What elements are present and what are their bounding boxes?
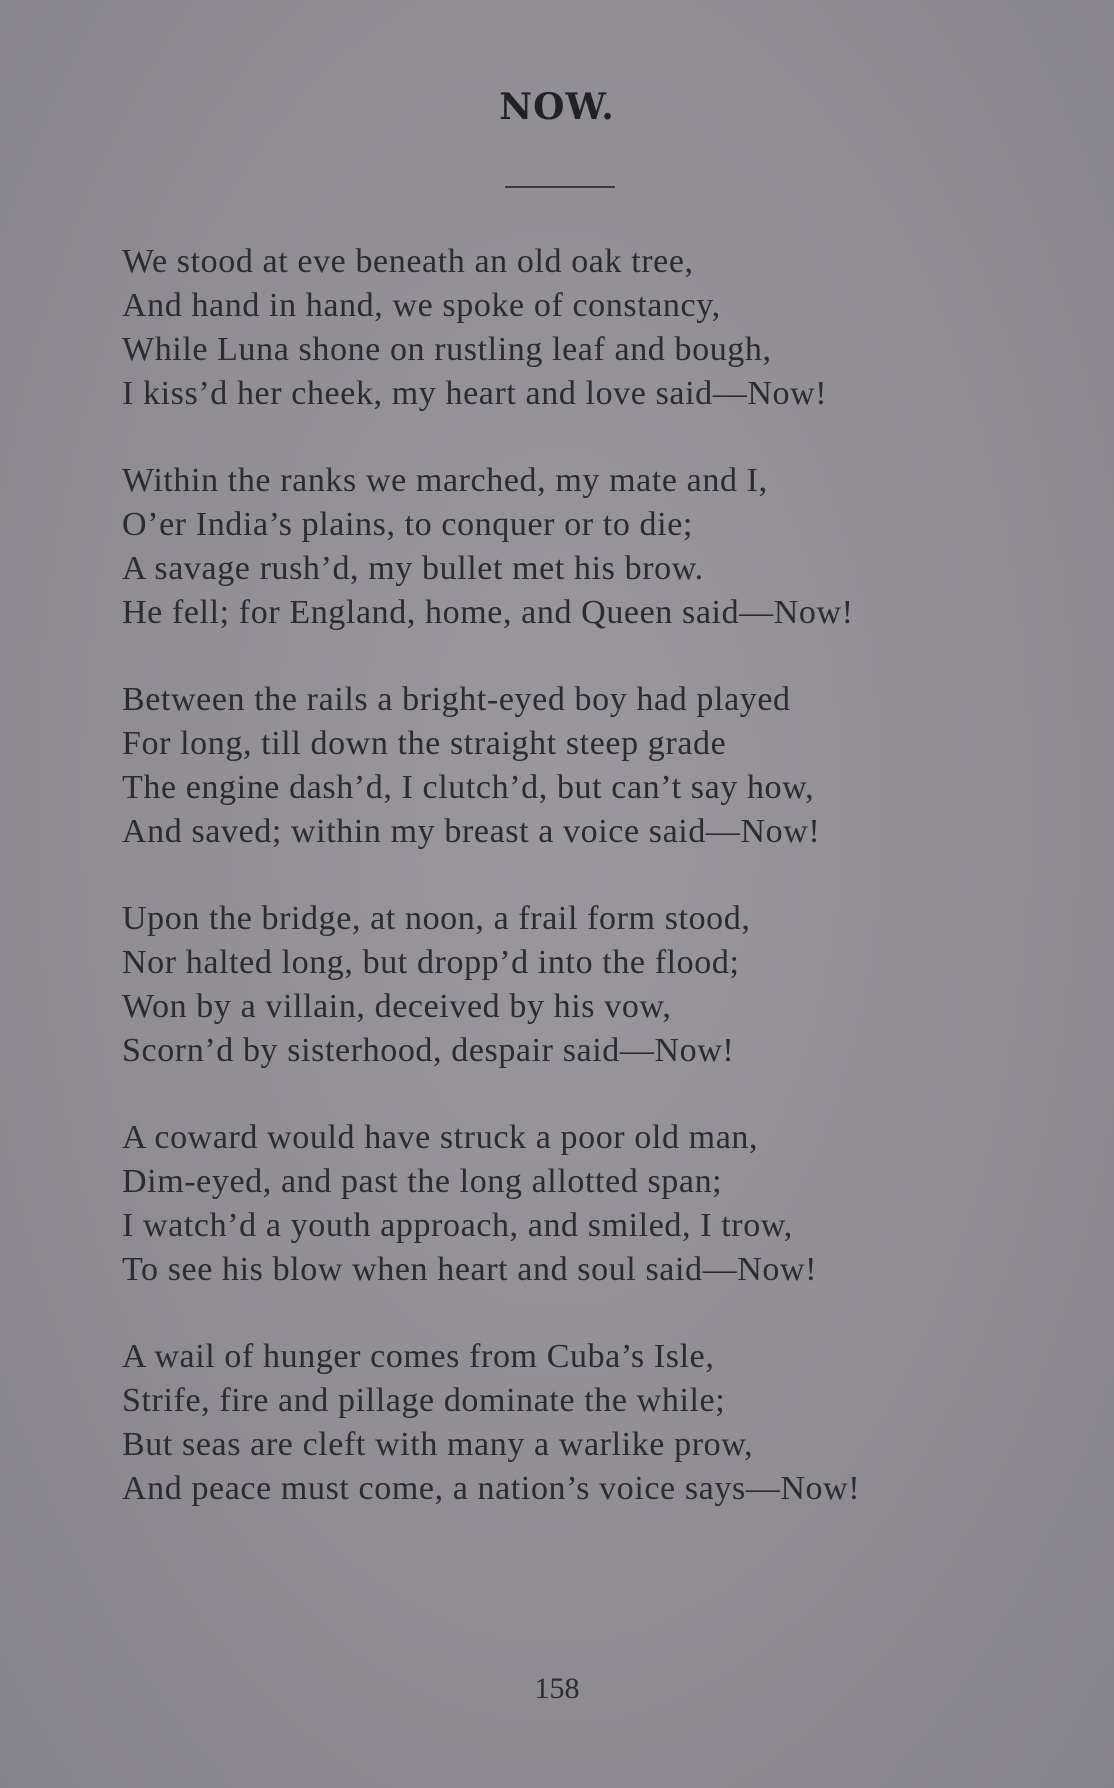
poem-line: We stood at eve beneath an old oak tree, <box>122 243 694 280</box>
poem-line: A savage rush’d, my bullet met his brow. <box>122 550 704 587</box>
poem-line: The engine dash’d, I clutch’d, but can’t say how, <box>122 769 815 806</box>
poem-line: Dim-eyed, and past the long allotted span; <box>122 1163 723 1200</box>
poem-line: But seas are cleft with many a warlike prow, <box>122 1426 754 1463</box>
title-rule <box>505 186 615 188</box>
stanza-5 <box>122 1116 1022 1292</box>
poem-line: Won by a villain, deceived by his vow, <box>122 988 672 1025</box>
poem-line: I kiss’d her cheek, my heart and love said—Now! <box>122 375 828 412</box>
stanza-6 <box>122 1335 1022 1511</box>
poem-line: O’er India’s plains, to conquer or to die; <box>122 506 693 543</box>
poem-line: Upon the bridge, at noon, a frail form stood, <box>122 900 751 937</box>
poem-title: NOW. <box>499 86 615 128</box>
page-number: 158 <box>534 1672 580 1705</box>
poem-line: Nor halted long, but dropp’d into the flood; <box>122 944 740 981</box>
poem-line: Within the ranks we marched, my mate and I, <box>122 462 768 499</box>
poem-line: I watch’d a youth approach, and smiled, I trow, <box>122 1207 793 1244</box>
poem-line: Strife, fire and pillage dominate the while; <box>122 1382 726 1419</box>
stanza-4 <box>122 897 1022 1073</box>
poem-line: Between the rails a bright-eyed boy had played <box>122 681 791 718</box>
poem-line: And peace must come, a nation’s voice says—Now! <box>122 1470 861 1507</box>
poem-line: He fell; for England, home, and Queen said—Now! <box>122 594 854 631</box>
poem-line: While Luna shone on rustling leaf and bough, <box>122 331 772 368</box>
poem-line: For long, till down the straight steep grade <box>122 725 727 762</box>
stanza-3 <box>122 678 1022 854</box>
stanza-1 <box>122 240 1022 416</box>
poem-line: A coward would have struck a poor old man, <box>122 1119 759 1156</box>
stanza-2 <box>122 459 1022 635</box>
poem-line: Scorn’d by sisterhood, despair said—Now! <box>122 1032 735 1069</box>
poem-line: And saved; within my breast a voice said—Now! <box>122 813 821 850</box>
poem-body <box>122 240 1022 1554</box>
poem-line: And hand in hand, we spoke of constancy, <box>122 287 721 324</box>
poem-line: A wail of hunger comes from Cuba’s Isle, <box>122 1338 715 1375</box>
poem-line: To see his blow when heart and soul said—Now! <box>122 1251 818 1288</box>
